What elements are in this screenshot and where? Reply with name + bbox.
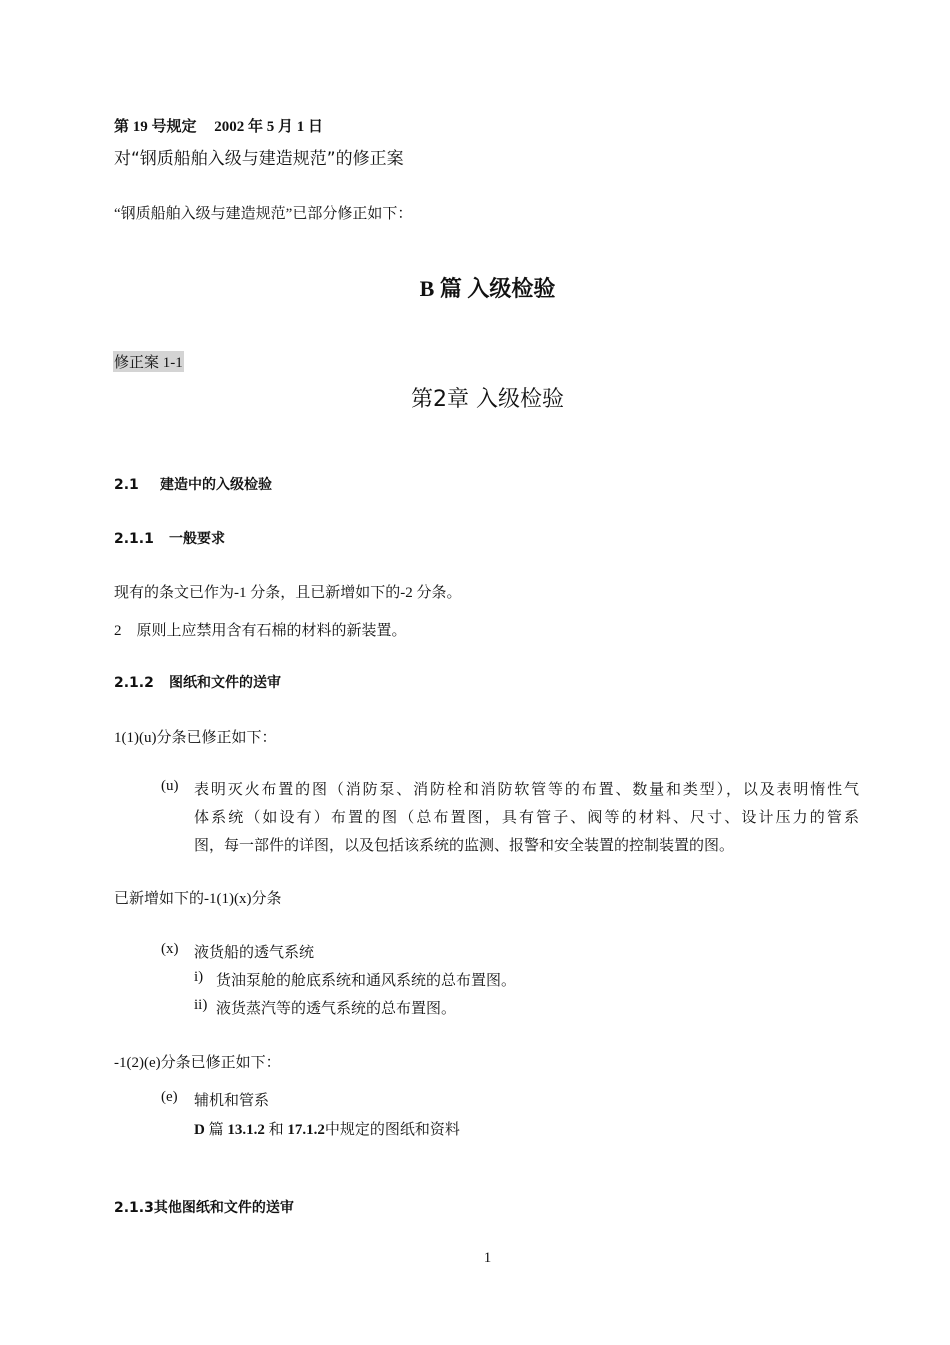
- item-label: (e): [161, 1089, 178, 1105]
- body-paragraph: 1(1)(u)分条已修正如下：: [114, 730, 277, 746]
- part-title: B 篇 入级检验: [419, 276, 556, 301]
- section-heading-2-1-3: 2.1.3其他图纸和文件的送审: [114, 1200, 294, 1216]
- sub-item-text: 液货蒸汽等的透气系统的总布置图。: [216, 1001, 457, 1017]
- item-text: 液货船的透气系统: [194, 945, 315, 961]
- document-title: 对“钢质船舶入级与建造规范”的修正案: [114, 149, 404, 169]
- sub-item-label: ii): [194, 997, 208, 1013]
- item-text-line: 表明灭火布置的图（消防泵、消防栓和消防软管等的布置、数量和类型），以及表明惰性气: [194, 782, 859, 798]
- section-title: 建造中的入级检验: [160, 477, 272, 493]
- intro-paragraph: “钢质船舶入级与建造规范”已部分修正如下：: [114, 206, 413, 222]
- item-reference: [194, 1118, 460, 1139]
- item-text: 辅机和管系: [194, 1093, 270, 1109]
- body-paragraph: 2 原则上应禁用含有石棉的材料的新装置。: [114, 623, 407, 639]
- chapter-title: 第2章 入级检验: [411, 387, 564, 412]
- body-paragraph: 已新增如下的-1(1)(x)分条: [114, 891, 282, 907]
- sub-item-text: 货油泵舱的舱底系统和通风系统的总布置图。: [216, 973, 517, 989]
- section-heading-2-1-2: [114, 672, 281, 692]
- reference-text: 和: [268, 1122, 284, 1138]
- section-heading-2-1: [114, 474, 272, 494]
- section-number: 2.1.1: [114, 531, 154, 547]
- section-title: 图纸和文件的送审: [169, 675, 281, 691]
- reference-text: 篇: [208, 1122, 224, 1138]
- sub-item-label: i): [194, 969, 204, 985]
- item-text-line: 体系统（如设有）布置的图（总布置图，具有管子、阀等的材料、尺寸、设计压力的管系: [194, 810, 859, 826]
- section-heading-2-1-1: [114, 528, 225, 548]
- regulation-meta: [114, 115, 323, 136]
- reference-clause: 13.1.2: [227, 1122, 265, 1138]
- body-paragraph: -1(2)(e)分条已修正如下：: [114, 1055, 281, 1071]
- reference-text: 中规定的图纸和资料: [324, 1122, 460, 1138]
- item-label: (x): [161, 941, 179, 957]
- reference-part: D: [194, 1122, 205, 1138]
- regulation-date: 2002 年 5 月 1 日: [214, 119, 324, 135]
- page-number: 1: [483, 1250, 492, 1266]
- item-label: (u): [161, 778, 179, 794]
- item-text-line: 图，每一部件的详图，以及包括该系统的监测、报警和安全装置的控制装置的图。: [194, 838, 735, 854]
- section-number: 2.1.2: [114, 675, 154, 691]
- section-title: 一般要求: [169, 531, 225, 547]
- regulation-number: 第 19 号规定: [114, 119, 197, 135]
- body-paragraph: 现有的条文已作为-1 分条，且已新增如下的-2 分条。: [114, 585, 462, 601]
- reference-clause: 17.1.2: [287, 1122, 325, 1138]
- amendment-tag: 修正案 1-1: [113, 351, 184, 372]
- section-number: 2.1: [114, 477, 139, 493]
